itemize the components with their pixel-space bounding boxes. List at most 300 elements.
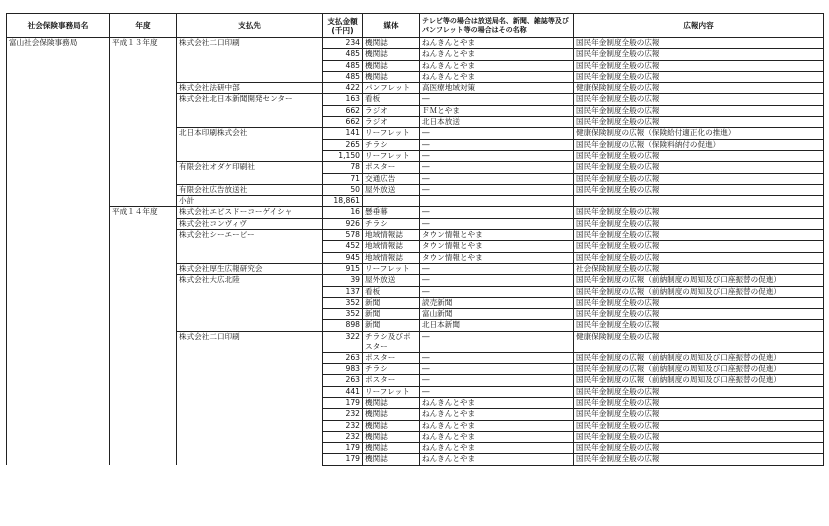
advertising-expense-table	[6, 13, 824, 466]
outlet-cell: ＦＭとやま	[420, 105, 574, 116]
year-cell	[110, 352, 177, 363]
payee-cell: 有限会社オダケ印刷社	[177, 162, 323, 173]
table-row	[7, 173, 824, 184]
office-cell	[7, 263, 110, 274]
content-cell: 国民年金制度全般の広報	[574, 60, 824, 71]
payee-cell	[177, 71, 323, 82]
office-cell	[7, 117, 110, 128]
year-cell	[110, 173, 177, 184]
outlet-cell: ―	[420, 173, 574, 184]
payee-cell	[177, 409, 323, 420]
outlet-cell: ねんきんとやま	[420, 38, 574, 49]
table-row	[7, 443, 824, 454]
amount-cell: 232	[323, 420, 363, 431]
office-cell	[7, 207, 110, 218]
media-cell: チラシ	[363, 364, 420, 375]
payee-cell: 株式会社厚生広報研究会	[177, 263, 323, 274]
media-cell: 屋外放送	[363, 184, 420, 195]
media-cell: 地域情報誌	[363, 241, 420, 252]
year-cell	[110, 184, 177, 195]
media-cell: 看板	[363, 94, 420, 105]
table-row	[7, 320, 824, 331]
content-cell: 国民年金制度全般の広報	[574, 38, 824, 49]
year-cell	[110, 128, 177, 139]
year-cell	[110, 218, 177, 229]
table-row	[7, 309, 824, 320]
content-cell: 国民年金制度全般の広報	[574, 320, 824, 331]
table-row	[7, 397, 824, 408]
content-cell: 国民年金制度全般の広報	[574, 454, 824, 465]
payee-cell	[177, 375, 323, 386]
content-cell: 国民年金制度全般の広報	[574, 431, 824, 442]
media-cell: 機関誌	[363, 420, 420, 431]
office-cell	[7, 252, 110, 263]
year-cell	[110, 94, 177, 105]
header-content: 広報内容	[574, 14, 824, 38]
media-cell: 機関誌	[363, 60, 420, 71]
year-cell	[110, 71, 177, 82]
amount-cell: 263	[323, 352, 363, 363]
table-row	[7, 454, 824, 465]
amount-cell: 945	[323, 252, 363, 263]
payee-cell	[177, 252, 323, 263]
content-cell: 健康保険制度全般の広報	[574, 331, 824, 352]
table-row	[7, 218, 824, 229]
amount-cell: 179	[323, 443, 363, 454]
outlet-cell: ―	[420, 331, 574, 352]
outlet-cell: 北日本新聞	[420, 320, 574, 331]
amount-cell: 662	[323, 117, 363, 128]
content-cell: 国民年金制度全般の広報	[574, 397, 824, 408]
year-cell: 平成１３年度	[110, 38, 177, 49]
media-cell: 機関誌	[363, 409, 420, 420]
payee-cell	[177, 139, 323, 150]
office-cell	[7, 173, 110, 184]
outlet-cell	[420, 196, 574, 207]
office-cell	[7, 139, 110, 150]
content-cell: 国民年金制度全般の広報	[574, 241, 824, 252]
outlet-cell: ねんきんとやま	[420, 409, 574, 420]
outlet-cell: ―	[420, 207, 574, 218]
year-cell	[110, 454, 177, 465]
year-cell	[110, 150, 177, 161]
header-row	[7, 14, 824, 38]
table-body	[7, 38, 824, 466]
year-cell	[110, 162, 177, 173]
media-cell: 新聞	[363, 309, 420, 320]
office-cell	[7, 184, 110, 195]
outlet-cell: ―	[420, 139, 574, 150]
content-cell: 国民年金制度全般の広報	[574, 105, 824, 116]
office-cell	[7, 320, 110, 331]
table-row	[7, 105, 824, 116]
media-cell: 懸垂幕	[363, 207, 420, 218]
outlet-cell: 読売新聞	[420, 297, 574, 308]
office-cell	[7, 409, 110, 420]
media-cell: 機関誌	[363, 38, 420, 49]
table-row	[7, 386, 824, 397]
outlet-cell: ―	[420, 184, 574, 195]
header-outlet: テレビ等の場合は放送局名、新聞、雑誌等及びパンフレット等の場合はその名称	[420, 14, 574, 38]
header-media: 媒体	[363, 14, 420, 38]
content-cell: 国民年金制度の広報（保険料納付の促進）	[574, 139, 824, 150]
office-cell	[7, 309, 110, 320]
content-cell: 国民年金制度全般の広報	[574, 443, 824, 454]
table-row	[7, 128, 824, 139]
office-cell	[7, 443, 110, 454]
office-cell	[7, 71, 110, 82]
amount-cell: 50	[323, 184, 363, 195]
amount-cell: 1,150	[323, 150, 363, 161]
content-cell: 国民年金制度全般の広報	[574, 184, 824, 195]
year-cell	[110, 49, 177, 60]
amount-cell: 265	[323, 139, 363, 150]
content-cell: 国民年金制度の広報（前納制度の周知及び口座振替の促進）	[574, 375, 824, 386]
media-cell: ポスター	[363, 375, 420, 386]
payee-cell	[177, 49, 323, 60]
year-cell	[110, 420, 177, 431]
payee-cell	[177, 309, 323, 320]
office-cell	[7, 94, 110, 105]
payee-cell: 株式会社エピスドーコーゲイシャ	[177, 207, 323, 218]
office-cell	[7, 83, 110, 94]
office-cell	[7, 454, 110, 465]
table-row	[7, 60, 824, 71]
content-cell: 国民年金制度全般の広報	[574, 49, 824, 60]
outlet-cell: 高医療地域対策	[420, 83, 574, 94]
office-cell	[7, 49, 110, 60]
amount-cell: 452	[323, 241, 363, 252]
table-row	[7, 117, 824, 128]
payee-cell: 株式会社二口印刷	[177, 331, 323, 352]
table-row	[7, 230, 824, 241]
content-cell: 国民年金制度全般の広報	[574, 162, 824, 173]
payee-cell	[177, 286, 323, 297]
outlet-cell: ―	[420, 386, 574, 397]
office-cell	[7, 286, 110, 297]
media-cell: チラシ	[363, 218, 420, 229]
office-cell	[7, 352, 110, 363]
media-cell: 地域情報誌	[363, 252, 420, 263]
content-cell: 健康保険制度全般の広報	[574, 83, 824, 94]
subtotal-amount: 18,861	[323, 196, 363, 207]
media-cell: 屋外放送	[363, 275, 420, 286]
payee-cell: 北日本印刷株式会社	[177, 128, 323, 139]
subtotal-label: 小計	[177, 196, 323, 207]
table-row	[7, 83, 824, 94]
amount-cell: 39	[323, 275, 363, 286]
year-cell	[110, 286, 177, 297]
content-cell: 国民年金制度全般の広報	[574, 230, 824, 241]
amount-cell: 485	[323, 49, 363, 60]
amount-cell: 141	[323, 128, 363, 139]
outlet-cell: ―	[420, 364, 574, 375]
header-payee: 支払先	[177, 14, 323, 38]
amount-cell: 232	[323, 409, 363, 420]
outlet-cell: ねんきんとやま	[420, 71, 574, 82]
media-cell: チラシ	[363, 139, 420, 150]
office-cell	[7, 397, 110, 408]
year-cell	[110, 397, 177, 408]
payee-cell	[177, 173, 323, 184]
office-cell	[7, 128, 110, 139]
amount-cell: 71	[323, 173, 363, 184]
content-cell: 国民年金制度の広報（前納制度の周知及び口座振替の促進）	[574, 275, 824, 286]
year-cell	[110, 320, 177, 331]
year-cell	[110, 331, 177, 352]
media-cell: 機関誌	[363, 431, 420, 442]
table-row	[7, 162, 824, 173]
office-cell	[7, 196, 110, 207]
media-cell: パンフレット	[363, 83, 420, 94]
payee-cell	[177, 364, 323, 375]
table-row	[7, 49, 824, 60]
amount-cell: 137	[323, 286, 363, 297]
media-cell: 機関誌	[363, 71, 420, 82]
media-cell	[363, 196, 420, 207]
office-cell	[7, 241, 110, 252]
outlet-cell: タウン情報とやま	[420, 241, 574, 252]
outlet-cell: ―	[420, 286, 574, 297]
table-row	[7, 38, 824, 49]
table-row	[7, 375, 824, 386]
outlet-cell: 北日本放送	[420, 117, 574, 128]
subtotal-row	[7, 196, 824, 207]
office-cell	[7, 105, 110, 116]
content-cell: 国民年金制度全般の広報	[574, 94, 824, 105]
content-cell: 国民年金制度全般の広報	[574, 150, 824, 161]
outlet-cell: ねんきんとやま	[420, 420, 574, 431]
office-cell	[7, 150, 110, 161]
payee-cell	[177, 443, 323, 454]
media-cell: 機関誌	[363, 49, 420, 60]
office-cell	[7, 386, 110, 397]
content-cell: 国民年金制度全般の広報	[574, 252, 824, 263]
content-cell: 国民年金制度全般の広報	[574, 409, 824, 420]
year-cell: 平成１４年度	[110, 207, 177, 218]
media-cell: リーフレット	[363, 386, 420, 397]
amount-cell: 352	[323, 309, 363, 320]
table-row	[7, 409, 824, 420]
table-row	[7, 139, 824, 150]
payee-cell: 株式会社二口印刷	[177, 38, 323, 49]
content-cell: 国民年金制度全般の広報	[574, 420, 824, 431]
office-cell	[7, 331, 110, 352]
outlet-cell: ―	[420, 352, 574, 363]
payee-cell	[177, 297, 323, 308]
outlet-cell: ―	[420, 150, 574, 161]
office-cell	[7, 364, 110, 375]
payee-cell	[177, 397, 323, 408]
content-cell: 国民年金制度全般の広報	[574, 297, 824, 308]
amount-cell: 263	[323, 375, 363, 386]
media-cell: リーフレット	[363, 150, 420, 161]
media-cell: 機関誌	[363, 454, 420, 465]
content-cell: 国民年金制度全般の広報	[574, 309, 824, 320]
amount-cell: 234	[323, 38, 363, 49]
table-row	[7, 275, 824, 286]
media-cell: リーフレット	[363, 263, 420, 274]
year-cell	[110, 275, 177, 286]
payee-cell	[177, 454, 323, 465]
table-row	[7, 420, 824, 431]
payee-cell	[177, 420, 323, 431]
content-cell: 社会保険制度全般の広報	[574, 263, 824, 274]
table-row	[7, 286, 824, 297]
payee-cell	[177, 352, 323, 363]
year-cell	[110, 364, 177, 375]
media-cell: 機関誌	[363, 443, 420, 454]
outlet-cell: ―	[420, 128, 574, 139]
header-year: 年度	[110, 14, 177, 38]
office-cell	[7, 218, 110, 229]
outlet-cell: ―	[420, 94, 574, 105]
year-cell	[110, 309, 177, 320]
year-cell	[110, 431, 177, 442]
payee-cell: 株式会社大広北陸	[177, 275, 323, 286]
outlet-cell: タウン情報とやま	[420, 230, 574, 241]
content-cell: 国民年金制度全般の広報	[574, 173, 824, 184]
media-cell: 交通広告	[363, 173, 420, 184]
outlet-cell: ―	[420, 263, 574, 274]
header-amount: 支払金額 (千円)	[323, 14, 363, 38]
year-cell	[110, 230, 177, 241]
payee-cell	[177, 386, 323, 397]
amount-cell: 422	[323, 83, 363, 94]
outlet-cell: ―	[420, 275, 574, 286]
outlet-cell: ねんきんとやま	[420, 454, 574, 465]
year-cell	[110, 117, 177, 128]
media-cell: 新聞	[363, 320, 420, 331]
outlet-cell: ねんきんとやま	[420, 431, 574, 442]
year-cell	[110, 83, 177, 94]
office-cell	[7, 375, 110, 386]
table-row	[7, 263, 824, 274]
content-cell: 国民年金制度全般の広報	[574, 71, 824, 82]
office-cell	[7, 275, 110, 286]
amount-cell: 16	[323, 207, 363, 218]
media-cell: リーフレット	[363, 128, 420, 139]
outlet-cell: ―	[420, 162, 574, 173]
media-cell: 機関誌	[363, 397, 420, 408]
year-cell	[110, 409, 177, 420]
year-cell	[110, 386, 177, 397]
amount-cell: 78	[323, 162, 363, 173]
payee-cell: 株式会社シーエービー	[177, 230, 323, 241]
table-row	[7, 241, 824, 252]
content-cell: 国民年金制度の広報（前納制度の周知及び口座振替の促進）	[574, 352, 824, 363]
office-cell	[7, 431, 110, 442]
payee-cell	[177, 60, 323, 71]
table-row	[7, 364, 824, 375]
year-cell	[110, 297, 177, 308]
amount-cell: 485	[323, 60, 363, 71]
year-cell	[110, 252, 177, 263]
office-cell	[7, 162, 110, 173]
office-cell	[7, 60, 110, 71]
outlet-cell: タウン情報とやま	[420, 252, 574, 263]
media-cell: 地域情報誌	[363, 230, 420, 241]
year-cell	[110, 263, 177, 274]
outlet-cell: ねんきんとやま	[420, 397, 574, 408]
amount-cell: 441	[323, 386, 363, 397]
table-row	[7, 431, 824, 442]
payee-cell: 有限会社広告放送社	[177, 184, 323, 195]
media-cell: 看板	[363, 286, 420, 297]
year-cell	[110, 241, 177, 252]
outlet-cell: 富山新聞	[420, 309, 574, 320]
payee-cell	[177, 431, 323, 442]
table-row	[7, 331, 824, 352]
payee-cell: 株式会社コンヴィヴ	[177, 218, 323, 229]
payee-cell	[177, 150, 323, 161]
table-row	[7, 94, 824, 105]
table-row	[7, 184, 824, 195]
office-cell	[7, 297, 110, 308]
year-cell	[110, 443, 177, 454]
year-cell	[110, 139, 177, 150]
media-cell: 新聞	[363, 297, 420, 308]
amount-cell: 926	[323, 218, 363, 229]
payee-cell: 株式会社北日本新聞開発センター	[177, 94, 323, 105]
amount-cell: 352	[323, 297, 363, 308]
content-cell: 国民年金制度の広報（前納制度の周知及び口座振替の促進）	[574, 364, 824, 375]
content-cell: 国民年金制度全般の広報	[574, 386, 824, 397]
table-row	[7, 352, 824, 363]
amount-cell: 322	[323, 331, 363, 352]
table-row	[7, 207, 824, 218]
table-row	[7, 71, 824, 82]
payee-cell	[177, 320, 323, 331]
table-row	[7, 150, 824, 161]
media-cell: ポスター	[363, 352, 420, 363]
media-cell: チラシ及びポスター	[363, 331, 420, 352]
header-office: 社会保険事務局名	[7, 14, 110, 38]
media-cell: ポスター	[363, 162, 420, 173]
payee-cell: 株式会社法研中部	[177, 83, 323, 94]
year-cell	[110, 105, 177, 116]
content-cell: 国民年金制度の広報（前納制度の周知及び口座振替の促進）	[574, 286, 824, 297]
payee-cell	[177, 241, 323, 252]
amount-cell: 163	[323, 94, 363, 105]
amount-cell: 232	[323, 431, 363, 442]
table-row	[7, 252, 824, 263]
payee-cell	[177, 117, 323, 128]
office-cell: 富山社会保険事務局	[7, 38, 110, 49]
content-cell	[574, 196, 824, 207]
outlet-cell: ねんきんとやま	[420, 60, 574, 71]
amount-cell: 915	[323, 263, 363, 274]
content-cell: 国民年金制度全般の広報	[574, 218, 824, 229]
content-cell: 国民年金制度全般の広報	[574, 117, 824, 128]
amount-cell: 898	[323, 320, 363, 331]
content-cell: 健康保険制度の広報（保険給付適正化の推進）	[574, 128, 824, 139]
amount-cell: 662	[323, 105, 363, 116]
year-cell	[110, 375, 177, 386]
amount-cell: 578	[323, 230, 363, 241]
year-cell	[110, 196, 177, 207]
amount-cell: 983	[323, 364, 363, 375]
amount-cell: 179	[323, 397, 363, 408]
amount-cell: 179	[323, 454, 363, 465]
outlet-cell: ねんきんとやま	[420, 443, 574, 454]
office-cell	[7, 420, 110, 431]
payee-cell	[177, 105, 323, 116]
outlet-cell: ―	[420, 218, 574, 229]
outlet-cell: ―	[420, 375, 574, 386]
year-cell	[110, 60, 177, 71]
office-cell	[7, 230, 110, 241]
